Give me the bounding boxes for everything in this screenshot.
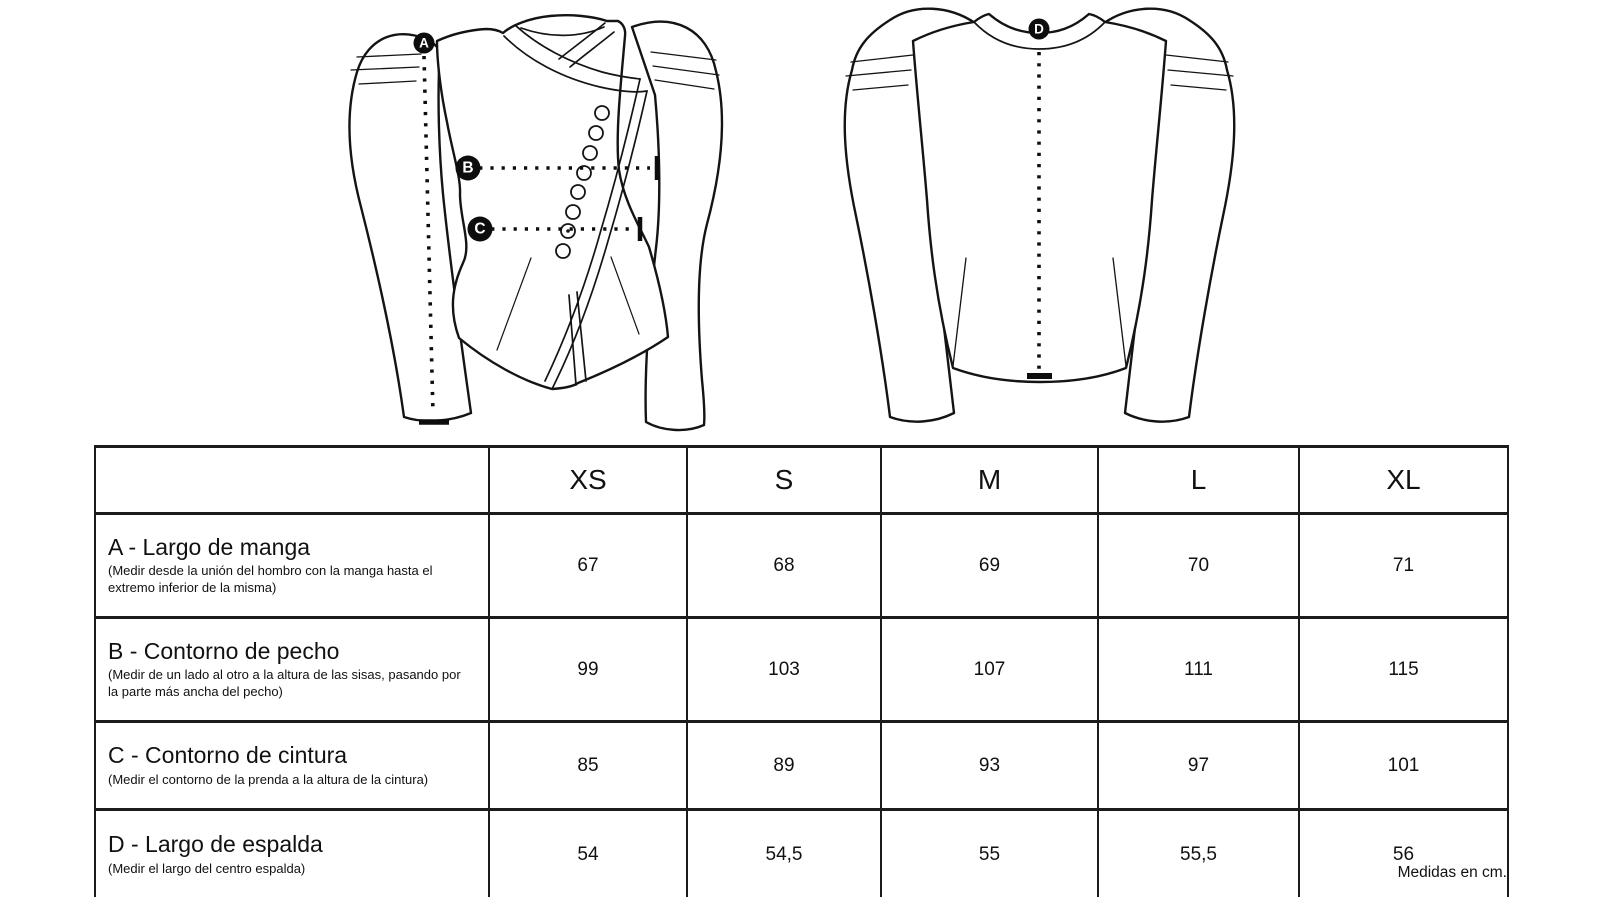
measure-value: 99: [489, 618, 687, 722]
measure-value: 67: [489, 514, 687, 618]
measure-value: 56: [1299, 810, 1508, 897]
measure-value: 107: [881, 618, 1098, 722]
size-header-row: [95, 447, 1508, 514]
size-header-m: M: [881, 447, 1098, 514]
measure-note: (Medir desde la unión del hombro con la manga hasta el extremo inferior de la misma): [108, 563, 433, 595]
measure-label-cell: [95, 810, 489, 897]
measure-value: 93: [881, 722, 1098, 810]
units-note: Medidas en cm.: [1397, 864, 1507, 881]
measure-value: 54,5: [687, 810, 881, 897]
measure-value: 103: [687, 618, 881, 722]
measure-value: 97: [1098, 722, 1299, 810]
table-row-sleeve-length: [95, 514, 1508, 618]
table-row-waist: [95, 722, 1508, 810]
measure-label-cell: [95, 514, 489, 618]
marker-a-label: A: [419, 35, 429, 51]
back-garment-diagram: [845, 9, 1234, 422]
size-header-l: L: [1098, 447, 1299, 514]
table-row-chest: [95, 618, 1508, 722]
measure-value: 69: [881, 514, 1098, 618]
front-body: [437, 15, 668, 389]
measure-value: 54: [489, 810, 687, 897]
measure-value: 85: [489, 722, 687, 810]
measure-markers-back: [1029, 19, 1050, 40]
measure-value: 55,5: [1098, 810, 1299, 897]
measure-value: 71: [1299, 514, 1508, 618]
garment-diagrams: [0, 0, 1600, 442]
measure-note: (Medir el largo del centro espalda): [108, 860, 306, 876]
measure-title: B - Contorno de pecho: [108, 637, 340, 664]
measure-note: (Medir el contorno de la prenda a la altura de la cintura): [108, 771, 429, 787]
size-table: [94, 445, 1509, 897]
measure-title: A - Largo de manga: [108, 533, 311, 560]
corner-cell: [95, 447, 489, 514]
size-header-s: S: [687, 447, 881, 514]
measure-value: 115: [1299, 618, 1508, 722]
marker-b-label: B: [462, 159, 474, 177]
marker-d-label: D: [1034, 21, 1044, 37]
measure-title: D - Largo de espalda: [108, 830, 323, 857]
marker-c-label: C: [474, 220, 486, 238]
measure-label-cell: [95, 722, 489, 810]
measure-value: 89: [687, 722, 881, 810]
measure-value: 55: [881, 810, 1098, 897]
measure-value: 70: [1098, 514, 1299, 618]
table-row-back-length: [95, 810, 1508, 897]
size-header-xs: XS: [489, 447, 687, 514]
measure-note: (Medir de un lado al otro a la altura de las sisas, pasando por la parte más ancha del pecho): [108, 667, 461, 699]
measure-value: 68: [687, 514, 881, 618]
size-header-xl: XL: [1299, 447, 1508, 514]
measure-label-cell: [95, 618, 489, 722]
measure-value: 101: [1299, 722, 1508, 810]
front-garment-diagram: [349, 15, 721, 430]
measure-value: 111: [1098, 618, 1299, 722]
measure-title: C - Contorno de cintura: [108, 741, 348, 768]
